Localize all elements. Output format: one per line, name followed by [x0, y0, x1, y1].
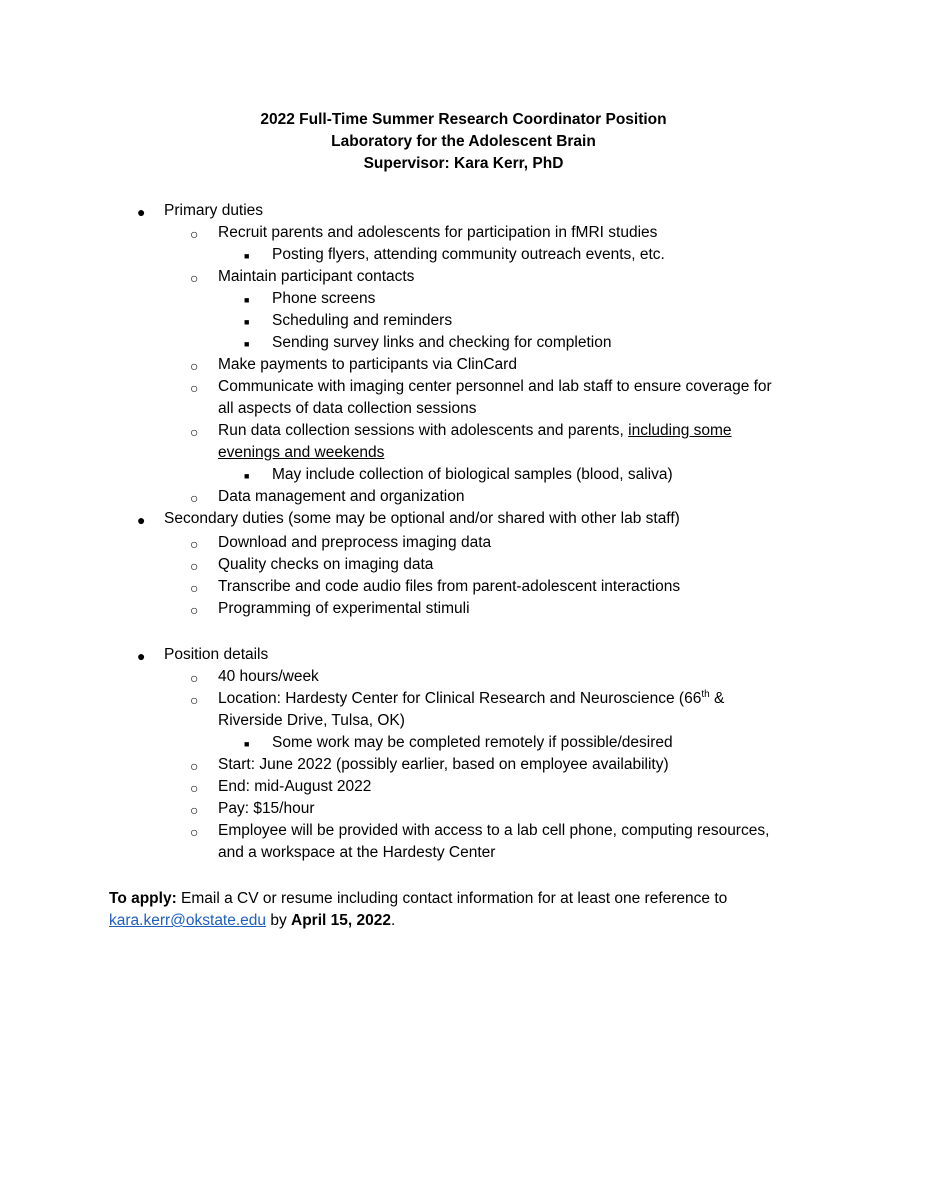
- bullet-marker: ○: [190, 558, 199, 574]
- bullet-marker: ○: [190, 424, 199, 440]
- list-item-text: Location: Hardesty Center for Clinical Research and Neuroscience (66: [218, 690, 702, 707]
- list-item: Download and preprocess imaging data: [218, 534, 492, 551]
- bullet-marker: ○: [190, 780, 199, 796]
- document-title: 2022 Full-Time Summer Research Coordinator Position: [260, 111, 667, 128]
- bullet-marker: ■: [244, 339, 250, 349]
- bullet-marker: ○: [190, 580, 199, 596]
- bullet-marker: ●: [137, 204, 146, 220]
- lab-name: Laboratory for the Adolescent Brain: [331, 133, 596, 150]
- email-link[interactable]: kara.kerr@okstate.edu: [109, 912, 267, 929]
- bullet-marker: ■: [244, 317, 250, 327]
- bullet-marker: ○: [190, 270, 199, 286]
- apply-period: .: [390, 912, 396, 929]
- list-item-text: Run data collection sessions with adolescents and parents,: [218, 422, 629, 439]
- bullet-marker: ■: [244, 739, 250, 749]
- list-item: Maintain participant contacts: [218, 268, 415, 285]
- section-heading-secondary: Secondary duties (some may be optional and/or shared with other lab staff): [164, 510, 680, 527]
- list-item: Posting flyers, attending community outreach events, etc.: [272, 246, 665, 263]
- list-item: Data management and organization: [218, 488, 465, 505]
- underlined-text: including some: [628, 422, 732, 439]
- deadline-date: April 15, 2022: [291, 912, 391, 929]
- section-heading-details: Position details: [164, 646, 269, 663]
- list-item: May include collection of biological samples (blood, saliva): [272, 466, 673, 483]
- list-item: [218, 689, 724, 711]
- bullet-marker: ○: [190, 536, 199, 552]
- list-item: Sending survey links and checking for completion: [272, 334, 612, 351]
- bullet-marker: ○: [190, 758, 199, 774]
- list-item: Communicate with imaging center personnel and lab staff to ensure coverage for: [218, 378, 772, 395]
- bullet-marker: ○: [190, 802, 199, 818]
- list-item-continuation: Riverside Drive, Tulsa, OK): [218, 712, 405, 729]
- bullet-marker: ○: [190, 490, 199, 506]
- list-item: Pay: $15/hour: [218, 800, 315, 817]
- list-item: End: mid-August 2022: [218, 778, 372, 795]
- section-heading-primary: Primary duties: [164, 202, 264, 219]
- list-item: Employee will be provided with access to a lab cell phone, computing resources,: [218, 822, 770, 839]
- apply-label: To apply:: [109, 890, 177, 907]
- bullet-marker: ■: [244, 251, 250, 261]
- list-item: Start: June 2022 (possibly earlier, based on employee availability): [218, 756, 669, 773]
- list-item-text: &: [709, 690, 725, 707]
- list-item: Make payments to participants via ClinCard: [218, 356, 517, 373]
- list-item-continuation: and a workspace at the Hardesty Center: [218, 844, 496, 861]
- list-item: Scheduling and reminders: [272, 312, 453, 329]
- list-item: Some work may be completed remotely if possible/desired: [272, 734, 673, 751]
- apply-contact: [109, 911, 395, 933]
- list-item: Transcribe and code audio files from parent-adolescent interactions: [218, 578, 681, 595]
- list-item: Quality checks on imaging data: [218, 556, 434, 573]
- bullet-marker: ■: [244, 471, 250, 481]
- bullet-marker: ○: [190, 602, 199, 618]
- apply-text: Email a CV or resume including contact information for at least one reference to: [176, 890, 728, 907]
- bullet-marker: ●: [137, 648, 146, 664]
- list-item: [218, 421, 732, 443]
- list-item: Programming of experimental stimuli: [218, 600, 470, 617]
- list-item: Recruit parents and adolescents for participation in fMRI studies: [218, 224, 658, 241]
- bullet-marker: ●: [137, 512, 146, 528]
- bullet-marker: ○: [190, 670, 199, 686]
- list-item-continuation: all aspects of data collection sessions: [218, 400, 477, 417]
- bullet-marker: ■: [244, 295, 250, 305]
- apply-instructions: [109, 889, 727, 911]
- bullet-marker: ○: [190, 380, 199, 396]
- bullet-marker: ○: [190, 824, 199, 840]
- bullet-marker: ○: [190, 226, 199, 242]
- supervisor: Supervisor: Kara Kerr, PhD: [363, 155, 564, 172]
- superscript: th: [701, 688, 710, 700]
- list-item: 40 hours/week: [218, 668, 319, 685]
- apply-by: by: [266, 912, 292, 929]
- bullet-marker: ○: [190, 692, 199, 708]
- underlined-text: evenings and weekends: [218, 444, 385, 461]
- bullet-marker: ○: [190, 358, 199, 374]
- list-item: Phone screens: [272, 290, 376, 307]
